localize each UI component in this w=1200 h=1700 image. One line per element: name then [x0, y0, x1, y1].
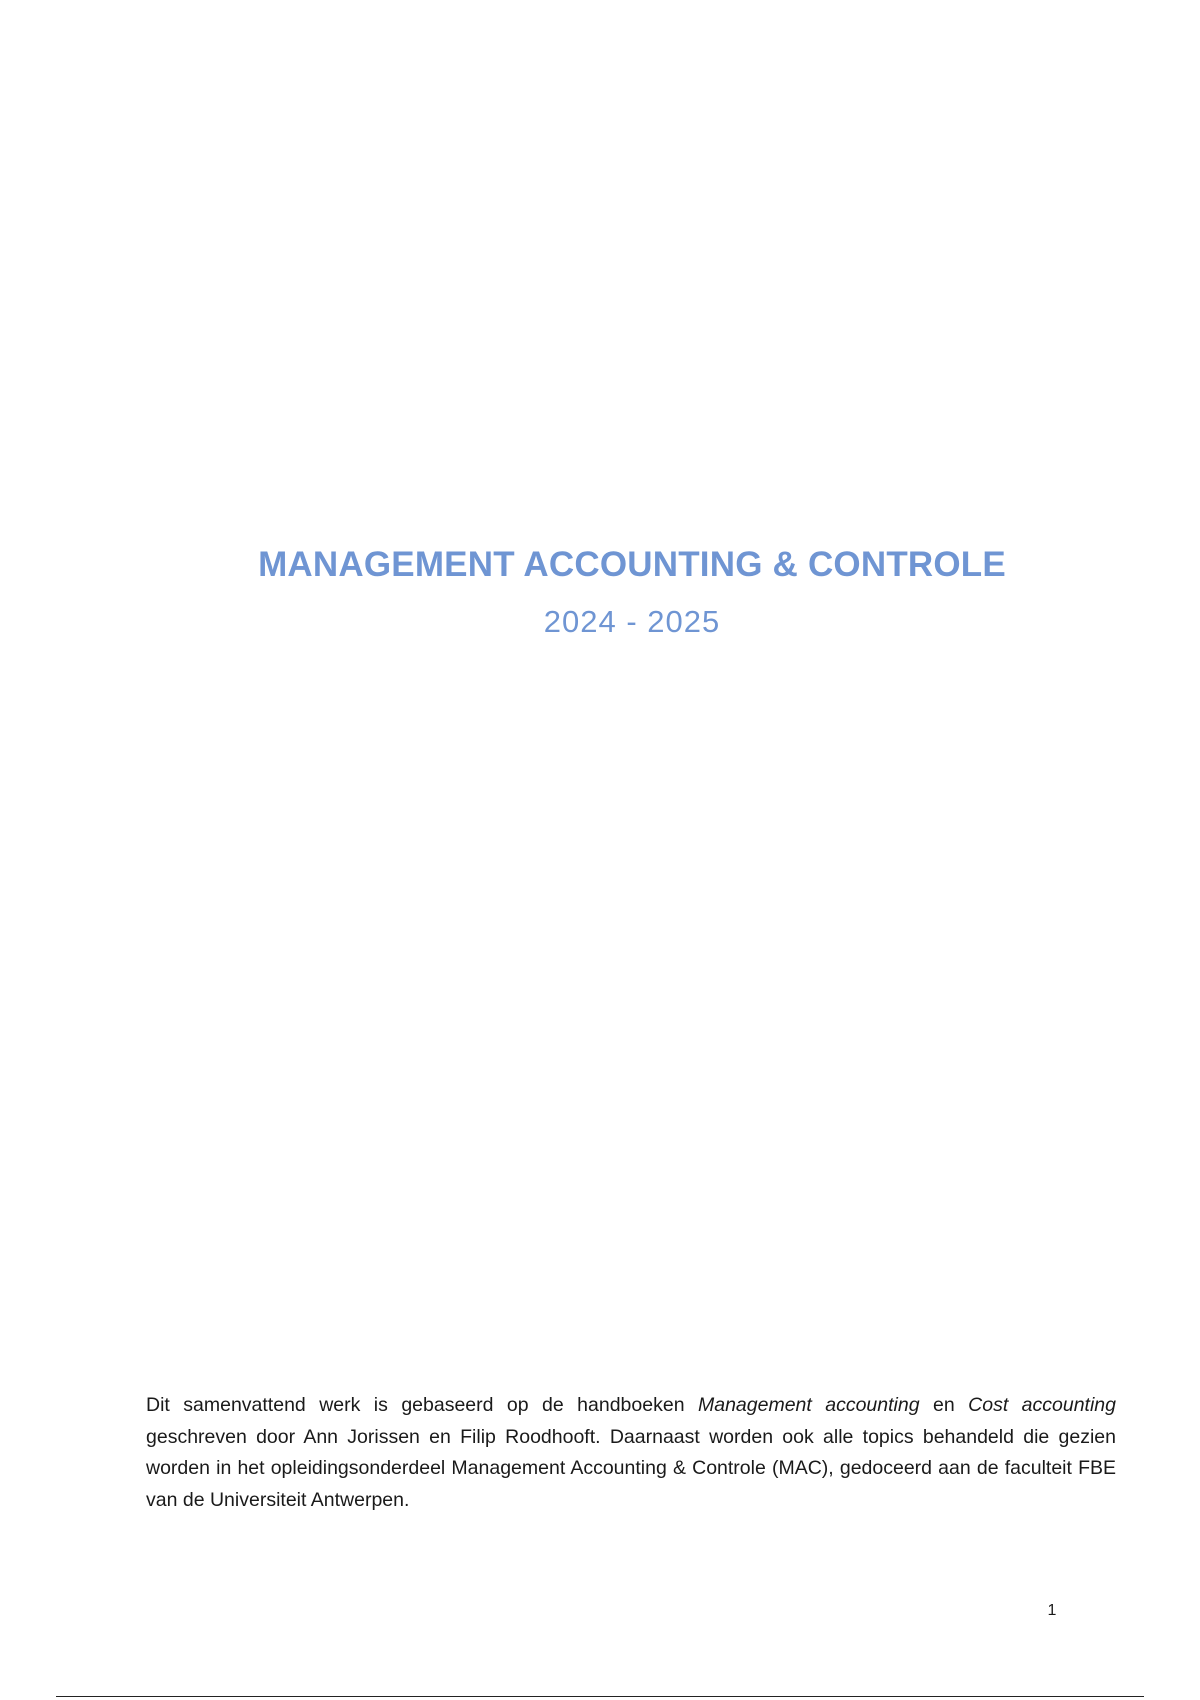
bottom-divider	[56, 1696, 1144, 1697]
book-title-cost-accounting: Cost accounting	[968, 1394, 1116, 1416]
intro-text-part2: en	[919, 1394, 969, 1416]
document-title: MANAGEMENT ACCOUNTING & CONTROLE	[258, 545, 1006, 584]
intro-text-part1: Dit samenvattend werk is gebaseerd op de handboeken	[146, 1394, 698, 1416]
document-subtitle: 2024 - 2025	[543, 604, 721, 639]
intro-text-part3: geschreven door Ann Jorissen en Filip Roodhooft. Daarnaast worden ook alle topics behandeld die gezien worden in het opleidingsonderdeel Management Accounting & Controle (MAC), gedoceerd aan de faculteit FBE van de Universiteit Antwerpen.	[146, 1425, 1116, 1511]
intro-paragraph	[146, 1390, 1116, 1516]
title-block	[0, 540, 1200, 644]
page-number: 1	[1047, 1602, 1057, 1619]
book-title-management-accounting: Management accounting	[697, 1394, 920, 1416]
